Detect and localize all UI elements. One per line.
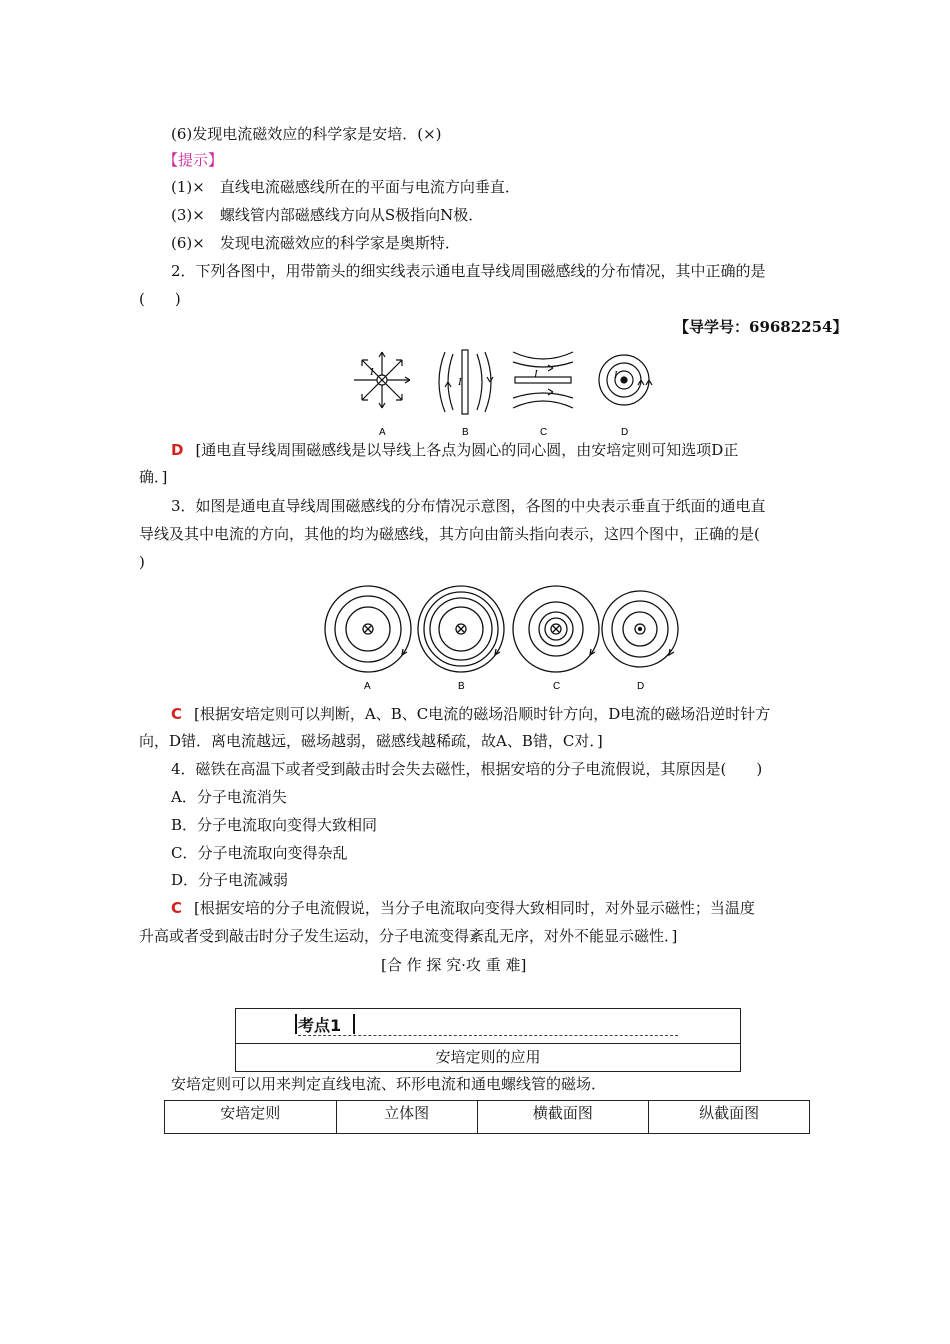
answer-3-text: [根据安培定则可以判断，A、B、C电流的磁场沿顺时针方向，D电流的磁场沿逆时针方	[194, 705, 771, 723]
kaodian-label: 考点1	[298, 1016, 342, 1035]
kaodian-bar-right	[353, 1014, 355, 1034]
field-figure-1	[352, 347, 672, 442]
answer-2-cont: 确．]	[139, 468, 168, 486]
intro-text: 安培定则可以用来判定直线电流、环形电流和通电螺线管的磁场．	[171, 1075, 607, 1093]
answer-4-cont: 升高或者受到敲击时分子发生运动，分子电流变得紊乱无序，对外不能显示磁性．]	[139, 927, 678, 945]
fig1-current-c: I	[534, 368, 538, 380]
fig2-b	[418, 586, 504, 672]
hint-label: 【提示】	[163, 151, 224, 169]
fig1-label-d: D	[621, 427, 629, 438]
fig1-current-b: I	[458, 376, 462, 388]
hint-1: (1)× 直线电流磁感线所在的平面与电流方向垂直．	[171, 178, 520, 196]
fig1-label-c: C	[540, 427, 548, 438]
fig2-label-a: A	[364, 681, 371, 692]
question-3: 3．如图是通电直导线周围磁感线的分布情况示意图，各图的中央表示垂直于纸面的通电直	[171, 497, 766, 515]
field-figure-2	[322, 583, 692, 693]
kaodian-title: 安培定则的应用	[435, 1048, 541, 1066]
fig1-b-wire	[439, 350, 493, 414]
question-3-end: )	[139, 553, 145, 571]
hint-6: (6)× 发现电流磁效应的科学家是奥斯特．	[171, 234, 460, 252]
answer-2-text: [通电直导线周围磁感线是以导线上各点为圆心的同心圆，由安培定则可知选项D正	[195, 441, 739, 459]
table-header-3d: 立体图	[336, 1101, 477, 1134]
answer-3	[171, 704, 770, 724]
question-4: 4．磁铁在高温下或者受到敲击时会失去磁性，根据安培的分子电流假说，其原因是( )	[171, 760, 763, 778]
option-b: B．分子电流取向变得大致相同	[171, 816, 378, 834]
fig2-a	[325, 586, 411, 672]
option-a: A．分子电流消失	[171, 788, 287, 806]
fig1-label-a: A	[379, 427, 386, 438]
section-heading: [合 作 探 究·攻 重 难]	[381, 956, 527, 974]
hint-3: (3)× 螺线管内部磁感线方向从S极指向N极．	[171, 206, 484, 224]
guide-number: 【导学号：69682254】	[674, 318, 848, 336]
kaodian-header	[236, 1009, 740, 1044]
table-header-longitudinal: 纵截面图	[649, 1101, 810, 1134]
fig1-current-a: I	[370, 366, 374, 378]
option-c: C．分子电流取向变得杂乱	[171, 844, 348, 862]
fig2-label-b: B	[458, 681, 465, 692]
fig1-current-d: I	[614, 370, 618, 381]
question-2-blank: ( )	[139, 290, 181, 308]
answer-4-letter: C	[171, 899, 183, 917]
fig1-label-b: B	[462, 427, 469, 438]
answer-3-cont: 向，D错．离电流越远，磁场越弱，磁感线越稀疏，故A、B错，C对．]	[139, 732, 603, 750]
table-header-row	[165, 1101, 810, 1134]
question-2: 2．下列各图中，用带箭头的细实线表示通电直导线周围磁感线的分布情况，其中正确的是	[171, 262, 766, 280]
statement-6: (6)发现电流磁效应的科学家是安培．(×)	[171, 125, 442, 143]
fig2-label-c: C	[553, 681, 561, 692]
answer-2	[171, 440, 738, 460]
table-header-cross: 横截面图	[477, 1101, 649, 1134]
fig2-label-d: D	[637, 681, 645, 692]
kaodian-box	[235, 1008, 741, 1072]
kaodian-dash	[298, 1035, 678, 1036]
answer-3-letter: C	[171, 705, 183, 723]
answer-4	[171, 898, 755, 918]
table-header-rule: 安培定则	[165, 1101, 337, 1134]
answer-4-text: [根据安培的分子电流假说，当分子电流取向变得大致相同时，对外显示磁性；当温度	[194, 899, 755, 917]
answer-2-letter: D	[171, 441, 184, 459]
fig1-d-concentric	[599, 355, 652, 405]
fig2-c	[513, 586, 599, 672]
ampere-rule-table	[164, 1100, 810, 1134]
option-d: D．分子电流减弱	[171, 871, 289, 889]
fig2-d	[602, 591, 678, 667]
question-3-cont: 导线及其中电流的方向，其他的均为磁感线，其方向由箭头指向表示，这四个图中，正确的是(	[139, 525, 760, 543]
fig1-a-radial	[354, 352, 410, 408]
kaodian-bar-left	[295, 1014, 297, 1034]
fig1-c-wire	[513, 352, 573, 408]
